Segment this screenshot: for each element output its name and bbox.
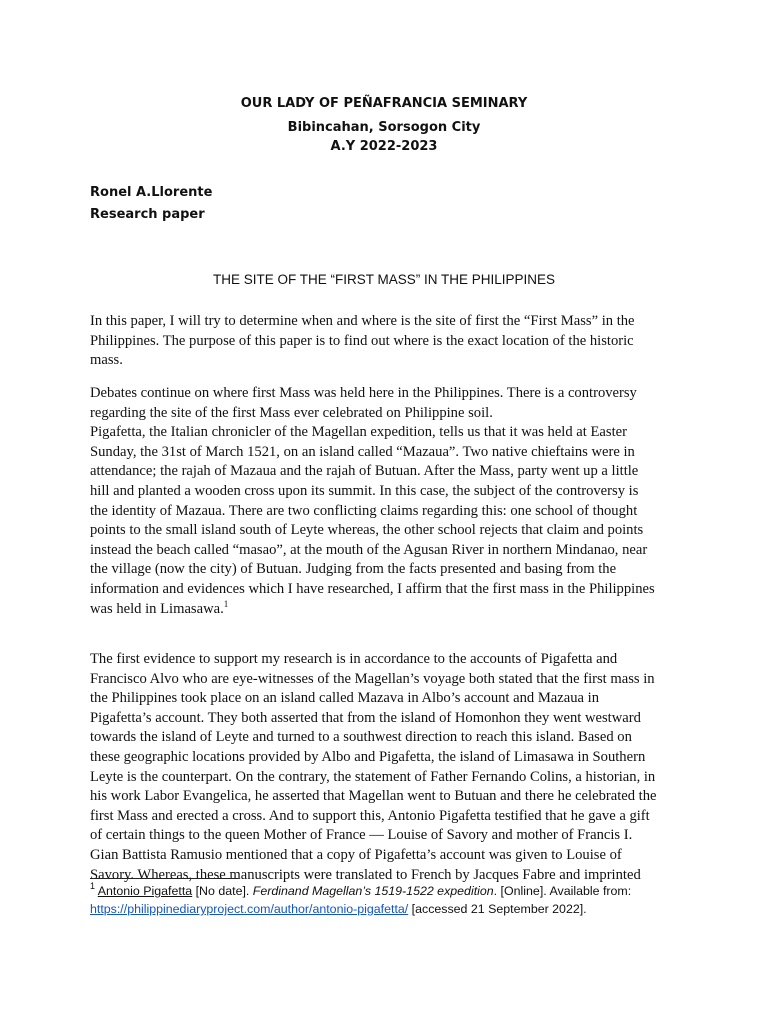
footnote-line-2 [90, 900, 710, 918]
text-line: his work Labor Evangelica, he asserted that Magellan went to Butuan and there he celebrated the [90, 788, 657, 805]
text-line: Leyte is the counterpart. On the contrary, the statement of Father Fernando Colins, a historian, in [90, 768, 656, 785]
text-line: The first evidence to support my research is in accordance to the accounts of Pigafetta and [90, 651, 618, 667]
text-line: attendance; the rajah of Mazaua and the rajah of Butuan. After the Mass, party went up a little [90, 463, 639, 480]
text-line-with-footnote [90, 600, 680, 620]
footnote-date: [No date]. [192, 884, 253, 898]
academic-year: A.Y 2022-2023 [330, 139, 438, 154]
footnote-online: . [Online]. Available from: [493, 884, 632, 898]
text-line: information and evidences which I have researched, I affirm that the first mass in the Philippines [90, 580, 655, 597]
text-line: mass. [90, 352, 123, 369]
text-line: regarding the site of the first Mass ever celebrated on Philippine soil. [90, 404, 493, 421]
footnote-accessed: [accessed 21 September 2022]. [408, 902, 587, 916]
paper-title: THE SITE OF THE “FIRST MASS” IN THE PHILIPPINES [212, 272, 556, 287]
document-type: Research paper [90, 207, 205, 222]
text-line: towards the island of Leyte and turned to a southwest direction to reach this island. Based on [90, 729, 632, 746]
text-line: In this paper, I will try to determine when and where is the site of first the “First Mass” in the [90, 313, 635, 329]
text-line: the Philippines took place on an island called Mazava in Albo’s account and Mazaua in [90, 690, 600, 707]
text-line: was held in Limasawa. [90, 600, 224, 617]
text-line: Philippines. The purpose of this paper is to find out where is the exact location of the historic [90, 332, 634, 349]
text-line: Pigafetta’s account. They both asserted that from the island of Homonhon they went westward [90, 709, 641, 726]
school-location: Bibincahan, Sorsogon City [287, 120, 481, 135]
text-line: Debates continue on where first Mass was held here in the Philippines. There is a controversy [90, 385, 637, 401]
paragraph-debate [90, 384, 680, 619]
footnote-work: Ferdinand Magellan’s 1519-1522 expedition [252, 884, 494, 898]
text-line: points to the small island south of Leyte whereas, the other school rejects that claim and points [90, 522, 644, 539]
footnote-divider [90, 878, 238, 879]
footnote-url-link[interactable]: https://philippinediaryproject.com/author/antonio-pigafetta/ [90, 902, 409, 916]
text-line: these geographic locations provided by Albo and Pigafetta, the island of Limasawa in Southern [90, 748, 646, 765]
text-line: instead the beach called “masao”, at the mouth of the Agusan River in northern Mindanao, near [90, 541, 648, 558]
text-line: the village (now the city) of Butuan. Judging from the facts presented and basing from the [90, 561, 617, 578]
text-line: Francisco Alvo who are eye-witnesses of the Magellan’s voyage both stated that the first mass in [90, 670, 655, 687]
text-line: hill and planted a wooden cross upon its summit. In this case, the subject of the controversy is [90, 482, 639, 499]
text-line: of certain things to the queen Mother of France — Louise of Savory and mother of Francis I. [90, 827, 633, 844]
text-line: first Mass and erected a cross. And to support this, Antonio Pigafetta testified that he gave a gift [90, 807, 650, 824]
text-line: Savory. Whereas, these manuscripts were translated to French by Jacques Fabre and imprinted [90, 866, 641, 883]
footnote [90, 882, 710, 900]
school-name: OUR LADY OF PEÑAFRANCIA SEMINARY [240, 96, 528, 111]
footnote-author-link[interactable]: Antonio Pigafetta [97, 884, 193, 898]
footnote-ref[interactable]: 1 [223, 598, 229, 609]
text-line: Sunday, the 31st of March 1521, on an island called “Mazaua”. Two native chieftains were in [90, 443, 635, 460]
footnote-number: 1 [90, 881, 96, 891]
paragraph-intro [90, 312, 680, 371]
text-line: Gian Battista Ramusio mentioned that a copy of Pigafetta’s account was given to Louise of [90, 846, 622, 863]
paragraph-evidence [90, 650, 680, 885]
author-name: Ronel A.Llorente [90, 185, 213, 200]
text-line: the identity of Mazaua. There are two conflicting claims regarding this: one school of thought [90, 502, 638, 519]
text-line: Pigafetta, the Italian chronicler of the Magellan expedition, tells us that it was held at Easter [90, 424, 627, 441]
